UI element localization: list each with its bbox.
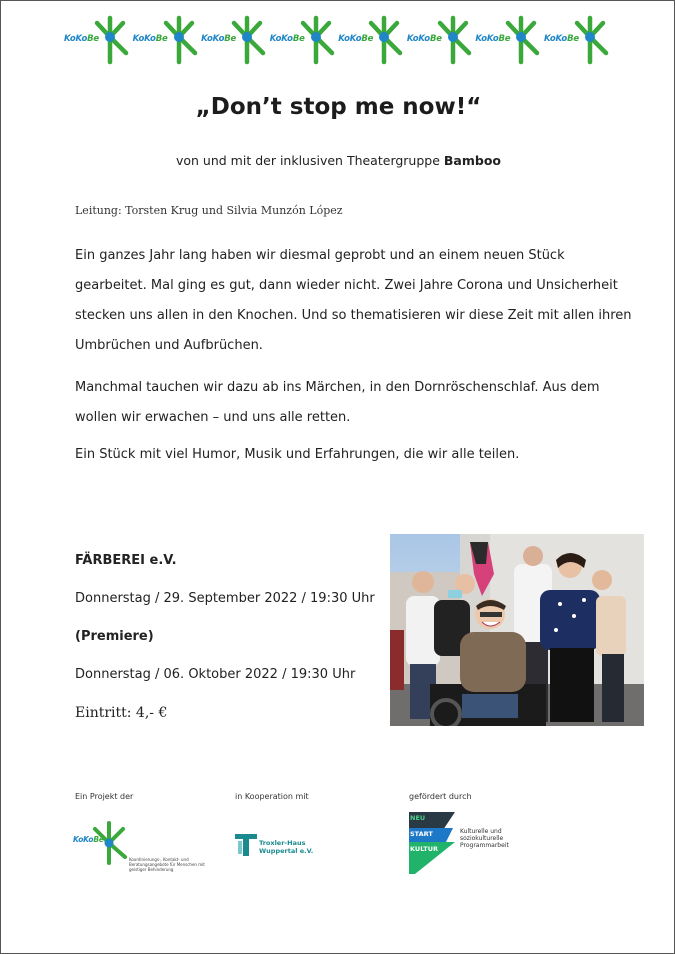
- kokobe-wordmark: KoKoBe: [201, 34, 237, 44]
- kokobe-logo: [338, 15, 404, 71]
- kokobe-logo: [133, 15, 199, 71]
- group-name: Bamboo: [443, 153, 502, 168]
- kokobe-logo: [201, 15, 267, 71]
- kokobe-wordmark: KoKoBe: [406, 34, 442, 44]
- funded-label: gefördert durch: [409, 792, 472, 801]
- page-title: „Don’t stop me now!“: [195, 94, 482, 120]
- group-photo: [390, 534, 644, 726]
- premiere-label: (Premiere): [75, 629, 154, 644]
- subtitle: [1, 153, 675, 168]
- event-date-1: Donnerstag / 29. September 2022 / 19:30 Uhr: [75, 591, 375, 606]
- kokobe-wordmark: KoKoBe: [64, 34, 99, 44]
- venue-name: FÄRBEREI e.V.: [75, 553, 177, 568]
- paragraph-1: Ein ganzes Jahr lang haben wir diesmal geprobt und an einem neuen Stück gearbeitet. Mal ging es gut, dann wieder nicht. Zwei Jahre Corona und Unsicherheit stecken uns allen in den Knochen. Und so thematisieren wir diese Zeit mit allen ihren Umbrüchen und Aufbrüchen.: [75, 248, 632, 353]
- kokobe-logo: [544, 15, 610, 71]
- subtitle-prefix: von und mit der inklusiven Theatergruppe: [175, 153, 444, 168]
- troxler-line-1: Troxler-Haus: [259, 839, 306, 847]
- kokobe-logo: [407, 15, 473, 71]
- paragraph-2: Manchmal tauchen wir dazu ab ins Märchen, in den Dornröschenschlaf. Aus dem wollen wir erwachen – und uns alle retten.: [75, 380, 600, 425]
- direction-credit: Leitung: Torsten Krug und Silvia Munzón López: [75, 204, 343, 217]
- neustart-word-1: NEU: [410, 814, 426, 822]
- event-date-2: Donnerstag / 06. Oktober 2022 / 19:30 Uhr: [75, 667, 356, 682]
- kokobe-caption: Koordinierungs-, Kontakt- und Beratungsangebote für Menschen mit geistiger Behinderung: [129, 857, 205, 872]
- cooperation-label: in Kooperation mit: [235, 792, 309, 801]
- neustart-kultur-logo: [407, 812, 527, 876]
- kokobe-logo: [475, 15, 541, 71]
- neustart-description: Kulturelle und soziokulturelle Programmarbeit: [460, 828, 509, 849]
- kokobe-logo-strip: [64, 15, 610, 71]
- project-label: Ein Projekt der: [75, 792, 134, 801]
- admission-price: Eintritt: 4,- €: [75, 705, 168, 721]
- kokobe-logo: [64, 15, 130, 71]
- neustart-word-3: KULTUR: [410, 845, 438, 853]
- kokobe-wordmark: KoKoBe: [543, 34, 579, 44]
- kokobe-wordmark: KoKoBe: [338, 34, 374, 44]
- troxler-line-2: Wuppertal e.V.: [259, 847, 314, 855]
- kokobe-wordmark: KoKoBe: [73, 835, 104, 844]
- neustart-word-2: START: [410, 830, 433, 838]
- kokobe-wordmark: KoKoBe: [269, 34, 305, 44]
- troxler-haus-name: [259, 839, 313, 855]
- kokobe-wordmark: KoKoBe: [475, 34, 511, 44]
- paragraph-3: Ein Stück mit viel Humor, Musik und Erfahrungen, die wir alle teilen.: [75, 447, 520, 462]
- troxler-haus-logo: [235, 830, 325, 860]
- kokobe-logo: [270, 15, 336, 71]
- kokobe-project-logo: [73, 819, 205, 875]
- kokobe-wordmark: KoKoBe: [132, 34, 168, 44]
